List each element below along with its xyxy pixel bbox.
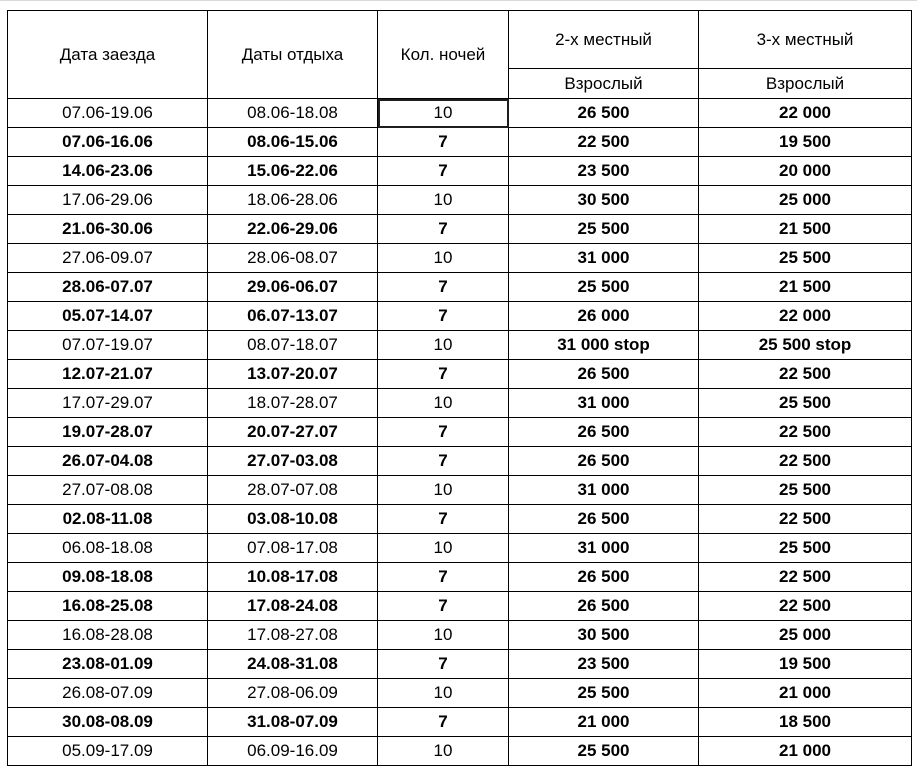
cell-nights[interactable]: 7 xyxy=(378,592,509,621)
cell-triple-price[interactable]: 25 000 xyxy=(699,186,912,215)
cell-nights[interactable]: 7 xyxy=(378,157,509,186)
cell-nights[interactable]: 10 xyxy=(378,476,509,505)
table-body xyxy=(8,99,912,766)
cell-double-price[interactable]: 31 000 xyxy=(509,476,699,505)
cell-triple-price[interactable]: 25 500 xyxy=(699,244,912,273)
table-row xyxy=(8,447,912,476)
cell-rest-dates[interactable]: 31.08-07.09 xyxy=(208,708,378,737)
cell-arrival-date[interactable]: 30.08-08.09 xyxy=(8,708,208,737)
cell-nights[interactable]: 10 xyxy=(378,244,509,273)
cell-double-price[interactable]: 31 000 stop xyxy=(509,331,699,360)
cell-nights[interactable]: 7 xyxy=(378,215,509,244)
cell-triple-price[interactable]: 22 500 xyxy=(699,505,912,534)
cell-rest-dates[interactable]: 10.08-17.08 xyxy=(208,563,378,592)
header-triple-adult[interactable]: Взрослый xyxy=(699,69,912,99)
cell-double-price[interactable]: 30 500 xyxy=(509,621,699,650)
cell-double-price[interactable]: 25 500 xyxy=(509,215,699,244)
cell-double-price[interactable]: 23 500 xyxy=(509,650,699,679)
cell-arrival-date[interactable]: 12.07-21.07 xyxy=(8,360,208,389)
table-row xyxy=(8,244,912,273)
cell-rest-dates[interactable]: 08.06-15.06 xyxy=(208,128,378,157)
cell-triple-price[interactable]: 19 500 xyxy=(699,650,912,679)
cell-triple-price[interactable]: 20 000 xyxy=(699,157,912,186)
header-double-adult[interactable]: Взрослый xyxy=(509,69,699,99)
cell-arrival-date[interactable]: 17.07-29.07 xyxy=(8,389,208,418)
cell-double-price[interactable]: 26 500 xyxy=(509,99,699,128)
cell-nights[interactable]: 7 xyxy=(378,650,509,679)
cell-triple-price[interactable]: 22 500 xyxy=(699,563,912,592)
cell-rest-dates[interactable]: 06.07-13.07 xyxy=(208,302,378,331)
cell-rest-dates[interactable]: 17.08-24.08 xyxy=(208,592,378,621)
cell-double-price[interactable]: 26 500 xyxy=(509,360,699,389)
cell-arrival-date[interactable]: 16.08-28.08 xyxy=(8,621,208,650)
cell-nights[interactable]: 7 xyxy=(378,447,509,476)
cell-arrival-date[interactable]: 07.06-16.06 xyxy=(8,128,208,157)
cell-nights[interactable]: 7 xyxy=(378,273,509,302)
cell-triple-price[interactable]: 22 500 xyxy=(699,360,912,389)
table-row xyxy=(8,621,912,650)
cell-double-price[interactable]: 31 000 xyxy=(509,244,699,273)
cell-rest-dates[interactable]: 08.07-18.07 xyxy=(208,331,378,360)
cell-triple-price[interactable]: 21 000 xyxy=(699,679,912,708)
table-row xyxy=(8,186,912,215)
header-triple-room[interactable]: 3-х местный xyxy=(699,11,912,69)
cell-arrival-date[interactable]: 09.08-18.08 xyxy=(8,563,208,592)
cell-nights[interactable]: 7 xyxy=(378,708,509,737)
table-row xyxy=(8,215,912,244)
cell-rest-dates[interactable]: 08.06-18.08 xyxy=(208,99,378,128)
table-row xyxy=(8,99,912,128)
cell-arrival-date[interactable]: 14.06-23.06 xyxy=(8,157,208,186)
cell-rest-dates[interactable]: 15.06-22.06 xyxy=(208,157,378,186)
cell-nights[interactable]: 10 xyxy=(378,186,509,215)
cell-double-price[interactable]: 31 000 xyxy=(509,534,699,563)
header-rest-dates[interactable]: Даты отдыха xyxy=(208,11,378,99)
cell-double-price[interactable]: 30 500 xyxy=(509,186,699,215)
cell-rest-dates[interactable]: 24.08-31.08 xyxy=(208,650,378,679)
cell-double-price[interactable]: 22 500 xyxy=(509,128,699,157)
cell-triple-price[interactable]: 22 500 xyxy=(699,447,912,476)
grid-line xyxy=(0,0,917,1)
cell-rest-dates[interactable]: 03.08-10.08 xyxy=(208,505,378,534)
cell-arrival-date[interactable]: 21.06-30.06 xyxy=(8,215,208,244)
cell-rest-dates[interactable]: 18.06-28.06 xyxy=(208,186,378,215)
cell-rest-dates[interactable]: 28.07-07.08 xyxy=(208,476,378,505)
cell-nights[interactable]: 10 xyxy=(378,534,509,563)
cell-rest-dates[interactable]: 28.06-08.07 xyxy=(208,244,378,273)
cell-arrival-date[interactable]: 27.07-08.08 xyxy=(8,476,208,505)
cell-double-price[interactable]: 23 500 xyxy=(509,157,699,186)
cell-double-price[interactable]: 25 500 xyxy=(509,737,699,766)
cell-arrival-date[interactable]: 05.07-14.07 xyxy=(8,302,208,331)
cell-double-price[interactable]: 26 500 xyxy=(509,505,699,534)
table-row xyxy=(8,679,912,708)
table-row xyxy=(8,157,912,186)
cell-rest-dates[interactable]: 13.07-20.07 xyxy=(208,360,378,389)
cell-triple-price[interactable]: 25 000 xyxy=(699,621,912,650)
cell-triple-price[interactable]: 18 500 xyxy=(699,708,912,737)
cell-arrival-date[interactable]: 07.06-19.06 xyxy=(8,99,208,128)
table-row xyxy=(8,505,912,534)
cell-rest-dates[interactable]: 17.08-27.08 xyxy=(208,621,378,650)
cell-nights[interactable]: 7 xyxy=(378,563,509,592)
cell-double-price[interactable]: 26 500 xyxy=(509,563,699,592)
table-row xyxy=(8,592,912,621)
cell-triple-price[interactable]: 19 500 xyxy=(699,128,912,157)
cell-nights[interactable]: 10 xyxy=(378,621,509,650)
cell-arrival-date[interactable]: 26.07-04.08 xyxy=(8,447,208,476)
cell-arrival-date[interactable]: 07.07-19.07 xyxy=(8,331,208,360)
cell-triple-price[interactable]: 25 500 xyxy=(699,389,912,418)
table-row xyxy=(8,418,912,447)
table-row xyxy=(8,331,912,360)
table-row xyxy=(8,273,912,302)
cell-nights[interactable]: 7 xyxy=(378,128,509,157)
cell-nights[interactable]: 10 xyxy=(378,331,509,360)
header-nights[interactable]: Кол. ночей xyxy=(378,11,509,99)
cell-arrival-date[interactable]: 19.07-28.07 xyxy=(8,418,208,447)
cell-double-price[interactable]: 31 000 xyxy=(509,389,699,418)
cell-nights[interactable]: 10 xyxy=(378,737,509,766)
cell-triple-price[interactable]: 22 500 xyxy=(699,592,912,621)
cell-double-price[interactable]: 26 500 xyxy=(509,592,699,621)
cell-rest-dates[interactable]: 29.06-06.07 xyxy=(208,273,378,302)
cell-double-price[interactable]: 25 500 xyxy=(509,273,699,302)
table-row xyxy=(8,360,912,389)
cell-triple-price[interactable]: 22 500 xyxy=(699,418,912,447)
cell-triple-price[interactable]: 25 500 xyxy=(699,534,912,563)
table-row xyxy=(8,534,912,563)
cell-arrival-date[interactable]: 26.08-07.09 xyxy=(8,679,208,708)
table-row xyxy=(8,476,912,505)
cell-nights[interactable]: 7 xyxy=(378,418,509,447)
cell-triple-price[interactable]: 22 000 xyxy=(699,302,912,331)
cell-rest-dates[interactable]: 06.09-16.09 xyxy=(208,737,378,766)
table-row xyxy=(8,650,912,679)
cell-nights[interactable]: 7 xyxy=(378,505,509,534)
table-row xyxy=(8,737,912,766)
table-row xyxy=(8,128,912,157)
table-row xyxy=(8,708,912,737)
table-row xyxy=(8,563,912,592)
cell-rest-dates[interactable]: 07.08-17.08 xyxy=(208,534,378,563)
cell-triple-price[interactable]: 22 000 xyxy=(699,99,912,128)
cell-arrival-date[interactable]: 17.06-29.06 xyxy=(8,186,208,215)
price-table xyxy=(7,10,912,766)
cell-arrival-date[interactable]: 16.08-25.08 xyxy=(8,592,208,621)
cell-nights[interactable]: 10 xyxy=(378,99,509,128)
header-double-room[interactable]: 2-х местный xyxy=(509,11,699,69)
header-arrival-date[interactable]: Дата заезда xyxy=(8,11,208,99)
table-row xyxy=(8,302,912,331)
cell-arrival-date[interactable]: 28.06-07.07 xyxy=(8,273,208,302)
cell-double-price[interactable]: 26 500 xyxy=(509,447,699,476)
cell-rest-dates[interactable]: 18.07-28.07 xyxy=(208,389,378,418)
cell-triple-price[interactable]: 25 500 stop xyxy=(699,331,912,360)
cell-arrival-date[interactable]: 27.06-09.07 xyxy=(8,244,208,273)
cell-rest-dates[interactable]: 20.07-27.07 xyxy=(208,418,378,447)
cell-arrival-date[interactable]: 23.08-01.09 xyxy=(8,650,208,679)
cell-double-price[interactable]: 26 000 xyxy=(509,302,699,331)
cell-triple-price[interactable]: 25 500 xyxy=(699,476,912,505)
cell-double-price[interactable]: 25 500 xyxy=(509,679,699,708)
cell-rest-dates[interactable]: 27.08-06.09 xyxy=(208,679,378,708)
cell-arrival-date[interactable]: 05.09-17.09 xyxy=(8,737,208,766)
cell-nights[interactable]: 7 xyxy=(378,302,509,331)
cell-triple-price[interactable]: 21 500 xyxy=(699,215,912,244)
cell-rest-dates[interactable]: 27.07-03.08 xyxy=(208,447,378,476)
cell-nights[interactable]: 7 xyxy=(378,360,509,389)
cell-double-price[interactable]: 26 500 xyxy=(509,418,699,447)
table-row xyxy=(8,389,912,418)
cell-nights[interactable]: 10 xyxy=(378,679,509,708)
cell-arrival-date[interactable]: 06.08-18.08 xyxy=(8,534,208,563)
cell-rest-dates[interactable]: 22.06-29.06 xyxy=(208,215,378,244)
cell-triple-price[interactable]: 21 000 xyxy=(699,737,912,766)
cell-nights[interactable]: 10 xyxy=(378,389,509,418)
cell-triple-price[interactable]: 21 500 xyxy=(699,273,912,302)
cell-double-price[interactable]: 21 000 xyxy=(509,708,699,737)
cell-arrival-date[interactable]: 02.08-11.08 xyxy=(8,505,208,534)
